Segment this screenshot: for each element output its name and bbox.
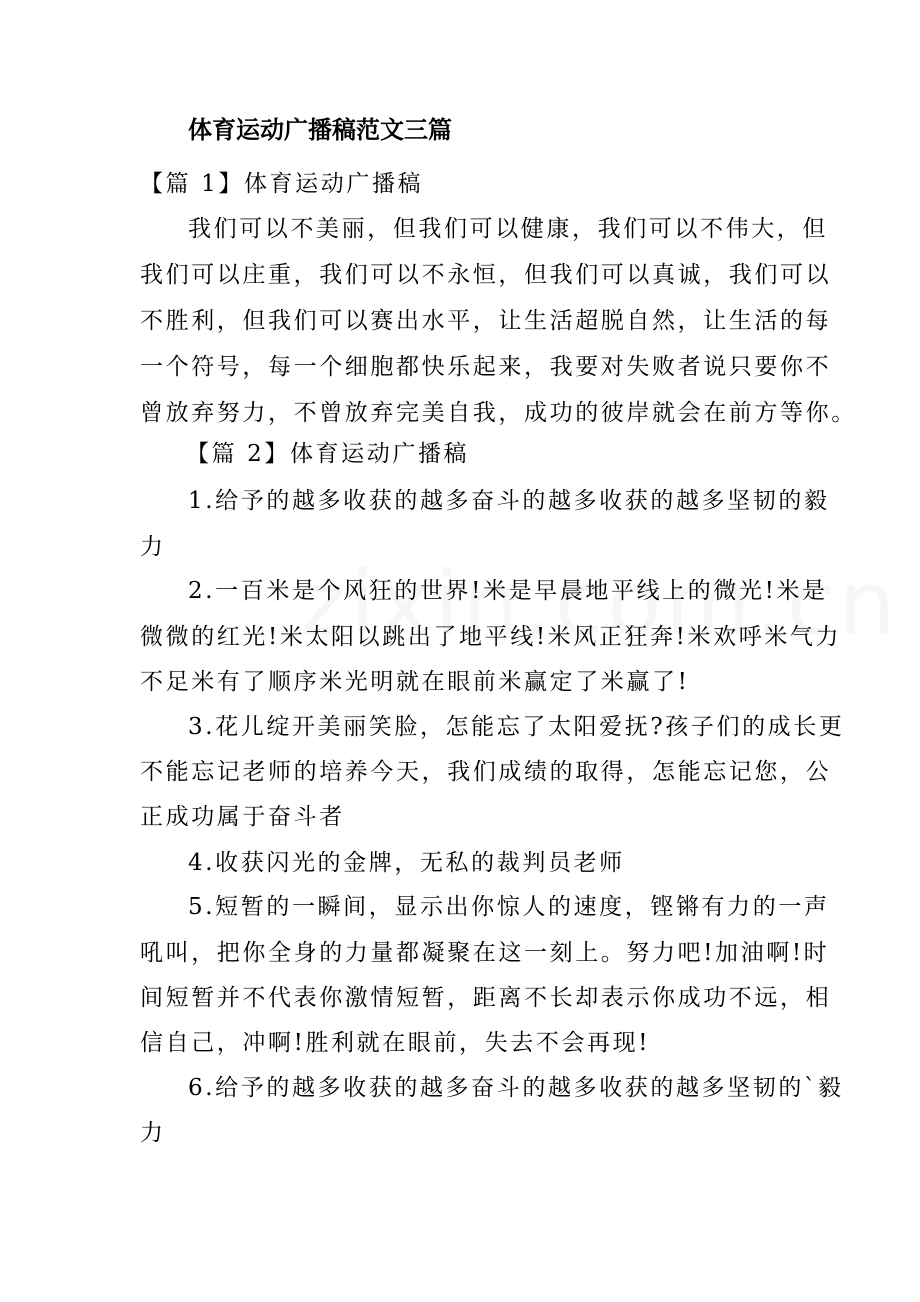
paragraph-line: 曾放弃努力，不曾放弃完美自我，成功的彼岸就会在前方等你。 <box>140 400 857 426</box>
section-heading-1: 【篇 1】体育运动广播稿 <box>140 171 424 197</box>
list-item-line: 正成功属于奋斗者 <box>140 804 345 830</box>
paragraph-line: 我们可以不美丽，但我们可以健康，我们可以不伟大，但 <box>188 216 828 242</box>
list-item-line: 吼叫，把你全身的力量都凝聚在这一刻上。努力吧!加油啊!时 <box>140 940 830 966</box>
list-item-line: 1.给予的越多收获的越多奋斗的越多收获的越多坚韧的毅 <box>188 488 830 514</box>
list-item-line: 6.给予的越多收获的越多奋斗的越多收获的越多坚韧的`毅 <box>188 1075 844 1101</box>
list-item-line: 不足米有了顺序米光明就在眼前米赢定了米赢了! <box>140 669 690 695</box>
list-item-line: 3.花儿绽开美丽笑脸，怎能忘了太阳爱抚?孩子们的成长更 <box>188 714 845 740</box>
paragraph-line: 一个符号，每一个细胞都快乐起来，我要对失败者说只要你不 <box>140 354 832 380</box>
list-item-line: 信自己，冲啊!胜利就在眼前，失去不会再现! <box>140 1030 651 1056</box>
list-item-line: 力 <box>140 534 166 560</box>
page-title: 体育运动广播稿范文三篇 <box>188 115 452 144</box>
list-item-line: 间短暂并不代表你激情短暂，距离不长却表示你成功不远，相 <box>140 985 832 1011</box>
list-item-line: 不能忘记老师的培养今天，我们成绩的取得，怎能忘记您，公 <box>140 759 832 785</box>
list-item-line: 2.一百米是个风狂的世界!米是早晨地平线上的微光!米是 <box>188 578 828 604</box>
list-item-line: 5.短暂的一瞬间，显示出你惊人的速度，铿锵有力的一声 <box>188 894 830 920</box>
paragraph-line: 我们可以庄重，我们可以不永恒，但我们可以真诚，我们可以 <box>140 262 832 288</box>
section-heading-2: 【篇 2】体育运动广播稿 <box>186 441 470 467</box>
paragraph-line: 不胜利，但我们可以赛出水平，让生活超脱自然，让生活的每 <box>140 308 832 334</box>
list-item-line: 4.收获闪光的金牌，无私的裁判员老师 <box>188 850 625 876</box>
list-item-line: 微微的红光!米太阳以跳出了地平线!米风正狂奔!米欢呼米气力 <box>140 624 842 650</box>
list-item-line: 力 <box>140 1120 166 1146</box>
